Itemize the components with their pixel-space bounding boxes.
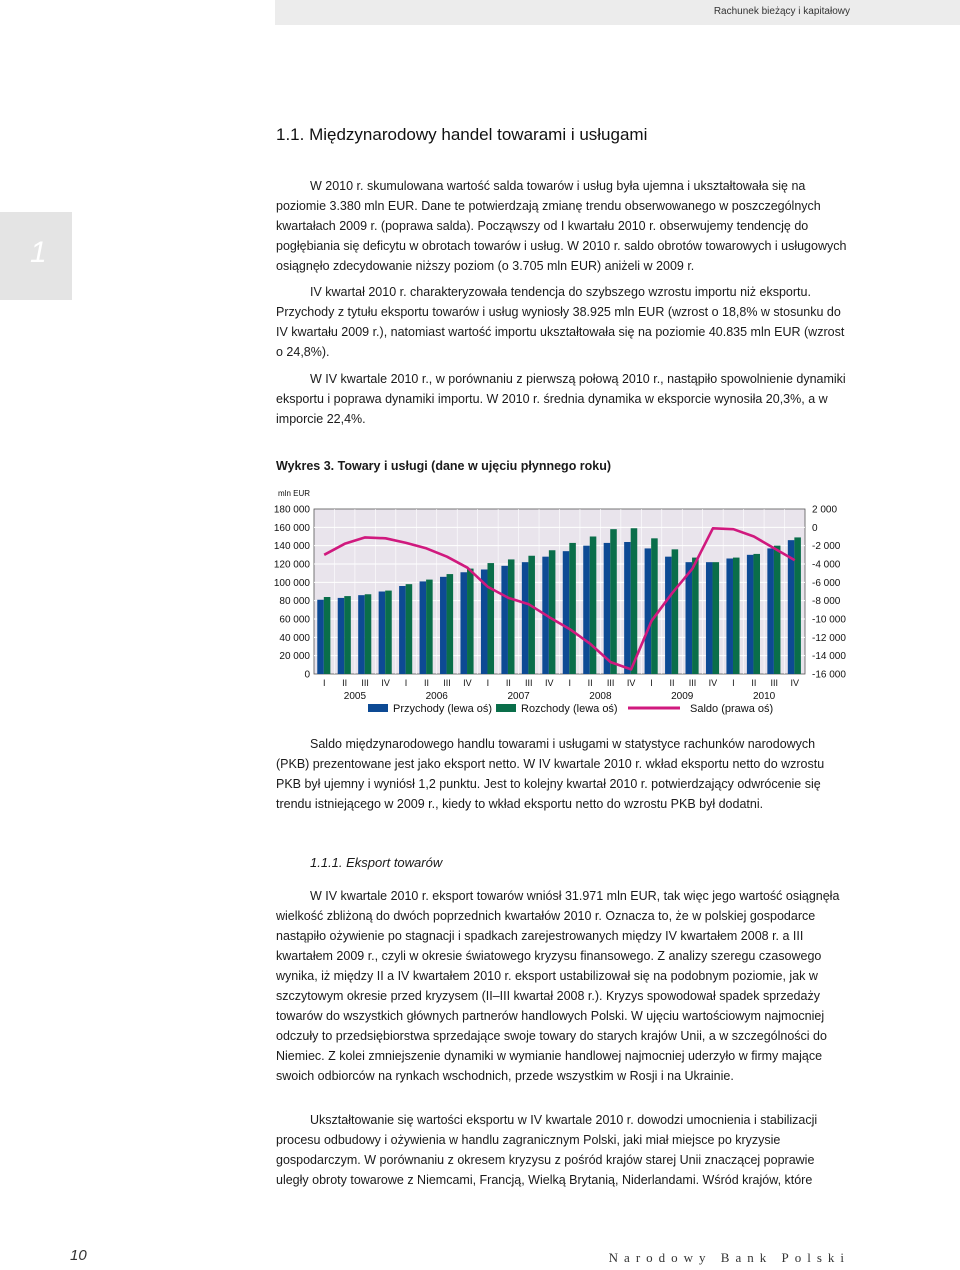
quarter-label: IV	[463, 678, 472, 688]
left-tick-label: 120 000	[273, 559, 310, 571]
year-label: 2006	[425, 691, 448, 702]
left-tick-label: 0	[304, 669, 310, 681]
quarter-label: III	[361, 678, 369, 688]
section-title: 1.1. Międzynarodowy handel towarami i usługami	[276, 125, 648, 144]
bar-rozchody	[467, 569, 474, 674]
year-label: 2010	[752, 691, 776, 702]
right-tick-label: 2 000	[812, 504, 838, 516]
bar-rozchody	[774, 546, 781, 674]
bar-przychody	[420, 581, 427, 674]
bar-rozchody	[365, 594, 372, 674]
quarter-label: III	[770, 678, 779, 688]
bar-rozchody	[487, 563, 494, 674]
legend-swatch	[368, 704, 388, 712]
bar-rozchody	[406, 584, 413, 674]
left-tick-label: 40 000	[279, 632, 310, 644]
left-tick-label: 180 000	[273, 504, 310, 516]
paragraph-1: W 2010 r. skumulowana wartość salda towarów i usług była ujemna i ukształtowała się na poziomie 3.380 mln EUR. Dane te potwierdzają zmianę trendu obserwowanego w poszczególnych kwartałach 2009 r. (poprawa salda). Począwszy od I kwartału 2010 r. obserwujemy tendencję do pogłębiania się deficytu w obrotach towarów i usług. W 2010 r. saldo obrotów towarowych i usługowych osiągnęło zdecydowanie niższy poziom (o 3.705 mln EUR) aniżeli w 2009 r.	[276, 179, 847, 273]
quarter-label: IV	[790, 678, 800, 688]
quarter-label: I	[568, 678, 571, 688]
bar-rozchody	[385, 591, 392, 674]
quarter-label: III	[443, 678, 451, 688]
bar-rozchody	[508, 559, 515, 674]
paragraph-2: IV kwartał 2010 r. charakteryzowała tendencja do szybszego wzrostu importu niż eksportu. Przychody z tytułu eksportu towarów i usług wyniosły 38.925 mln EUR (wzrost o 18,8% w stosunku do IV kwartału 2009 r.), natomiast wartość importu ukształtowała się na poziomie 40.835 mln EUR (wzrost o 24,8%).	[276, 285, 845, 359]
bar-rozchody	[426, 580, 433, 674]
bar-przychody	[583, 546, 590, 674]
year-label: 2007	[507, 691, 530, 702]
left-tick-label: 20 000	[279, 651, 310, 663]
bar-rozchody	[549, 550, 556, 674]
bar-przychody	[767, 548, 774, 674]
year-label: 2009	[671, 691, 694, 702]
year-label: 2008	[589, 691, 612, 702]
quarter-label: IV	[626, 678, 636, 688]
footer-bank-name: Narodowy Bank Polski	[608, 1250, 850, 1265]
bar-rozchody	[610, 529, 617, 674]
right-tick-label: -6 000	[812, 577, 841, 589]
chart-heading-text: Towary i usługi (dane w ujęciu płynnego roku)	[337, 459, 612, 473]
bar-przychody	[645, 548, 652, 674]
bar-przychody	[604, 543, 611, 674]
paragraph-3: W IV kwartale 2010 r., w porównaniu z pierwszą połową 2010 r., nastąpiło spowolnienie dynamiki eksportu i poprawa dynamiki importu. W 2010 r. średnia dynamika w eksporcie wynosiła 20,3%, a w imporcie 22,4%.	[276, 372, 846, 426]
quarter-label: II	[669, 678, 675, 688]
left-tick-label: 100 000	[273, 577, 310, 589]
bar-rozchody	[692, 558, 699, 674]
paragraph-5: W IV kwartale 2010 r. eksport towarów wniósł 31.971 mln EUR, tak więc jego wartość osiągnęła wielkość zbliżoną do dwóch poprzednich kwartałów 2010 r. Oznacza to, że w polskiej gospodarce nastąpiło ożywienie po stagnacji i spadkach zarejestrowanych między IV kwartałem 2008 r. a III kwartałem 2009 r., czyli w okresie światowego kryzysu finansowego. Z analizy szeregu czasowego wynika, iż między II a IV kwartałem 2010 r. eksport ustabilizował się na podobnym poziomie, jak w szczytowym okresie przed kryzysem (II–III kwartał 2008 r.). Kryzys spowodował spadek sprzedaży towarów do wszystkich głównych partnerów handlowych Polski. W ujęciu wartościowym najmocniej odczuły to przedsiębiorstwa sprzedające swoje towary do starych krajów Unii, a w szczególności do Niemiec. Z kolei zmniejszenie dynamiki w wymianie handlowej najmocniej uderzyło w firmy mające swoich odbiorców na rynkach wschodnich, przede wszystkim w Rosji i na Ukrainie.	[276, 889, 840, 1083]
bar-rozchody	[713, 562, 720, 674]
bar-przychody	[460, 572, 467, 674]
legend-swatch	[496, 704, 516, 712]
bar-przychody	[726, 559, 733, 675]
right-tick-label: -14 000	[812, 651, 846, 663]
quarter-label: IV	[708, 678, 718, 688]
quarter-label: I	[486, 678, 490, 688]
quarter-label: II	[342, 678, 348, 688]
bar-rozchody	[651, 538, 658, 674]
left-tick-label: 80 000	[279, 596, 310, 608]
chapter-number: 1	[30, 236, 47, 269]
bar-rozchody	[528, 556, 535, 674]
subsection-title: 1.1.1. Eksport towarów	[310, 855, 443, 870]
right-tick-label: -8 000	[812, 596, 841, 608]
quarter-label: II	[587, 678, 593, 688]
bar-przychody	[686, 562, 693, 674]
header-bar	[275, 0, 960, 25]
right-tick-label: -10 000	[812, 614, 846, 626]
bar-przychody	[358, 595, 365, 674]
right-tick-label: -16 000	[812, 669, 846, 681]
bar-rozchody	[733, 558, 740, 674]
quarter-label: IV	[545, 678, 554, 688]
bar-rozchody	[344, 596, 351, 674]
bar-rozchody	[672, 549, 679, 674]
bar-przychody	[440, 577, 447, 674]
quarter-label: II	[424, 678, 430, 688]
bar-przychody	[338, 598, 345, 674]
quarter-label: I	[732, 678, 735, 688]
bar-przychody	[706, 562, 713, 674]
legend-label: Saldo (prawa oś)	[690, 703, 774, 715]
quarter-label: I	[650, 678, 653, 688]
left-tick-label: 160 000	[273, 522, 310, 534]
quarter-label: I	[322, 678, 326, 688]
bar-rozchody	[447, 574, 454, 674]
quarter-label: III	[606, 678, 615, 688]
left-tick-label: 140 000	[273, 541, 310, 553]
quarter-label: III	[688, 678, 697, 688]
quarter-label: II	[505, 678, 511, 688]
bar-przychody	[747, 555, 754, 674]
bar-przychody	[379, 592, 386, 675]
left-axis-unit: mln EUR	[278, 489, 311, 498]
page-number: 10	[70, 1247, 87, 1264]
bar-rozchody	[753, 554, 760, 674]
bar-przychody	[399, 586, 406, 674]
bar-przychody	[665, 557, 672, 674]
legend-label: Przychody (lewa oś)	[393, 703, 493, 715]
left-tick-label: 60 000	[279, 614, 310, 626]
quarter-label: I	[404, 678, 408, 688]
right-tick-label: 0	[812, 522, 818, 534]
quarter-label: III	[525, 678, 533, 688]
chart-heading	[276, 459, 611, 473]
paragraph-6: Ukształtowanie się wartości eksportu w IV kwartale 2010 r. dowodzi umocnienia i stabilizacji procesu odbudowy i ożywienia w handlu zagranicznym Polski, jaki miał miejsce po kryzysie gospodarczym. W porównaniu z okresem kryzysu z pośród krajów starej Unii znaczącej poprawie uległy obroty towarowe z Niemcami, Francją, Wielką Brytanią, Niderlandami. Wśród krajów, które	[276, 1113, 818, 1187]
right-tick-label: -12 000	[812, 632, 846, 644]
legend-label: Rozchody (lewa oś)	[521, 703, 618, 715]
quarter-label: II	[751, 678, 757, 688]
quarter-label: IV	[381, 678, 390, 688]
bar-przychody	[501, 566, 508, 674]
bar-przychody	[563, 551, 570, 674]
bar-rozchody	[631, 528, 638, 674]
header-text: Rachunek bieżący i kapitałowy	[713, 6, 850, 17]
chart-heading-label: Wykres 3.	[276, 459, 335, 473]
bar-rozchody	[590, 537, 597, 675]
right-tick-label: -4 000	[812, 559, 841, 571]
bar-przychody	[624, 542, 631, 674]
bar-przychody	[522, 562, 529, 674]
paragraph-4: Saldo międzynarodowego handlu towarami i usługami w statystyce rachunków narodowych (PKB) prezentowane jest jako eksport netto. W IV kwartale 2010 r. wkład eksportu netto do wzrostu PKB był ujemny i wyniósł 1,2 punktu. Jest to kolejny kwartał 2010 r. potwierdzający odwrócenie się trendu istniejącego w 2009 r., kiedy to wkład eksportu netto do wzrostu PKB był dodatni.	[276, 737, 825, 811]
bar-rozchody	[324, 597, 331, 674]
bar-przychody	[317, 600, 324, 674]
chart	[270, 484, 850, 720]
bar-rozchody	[569, 543, 576, 674]
right-tick-label: -2 000	[812, 541, 841, 553]
bar-rozchody	[794, 537, 801, 674]
year-label: 2005	[343, 691, 367, 702]
